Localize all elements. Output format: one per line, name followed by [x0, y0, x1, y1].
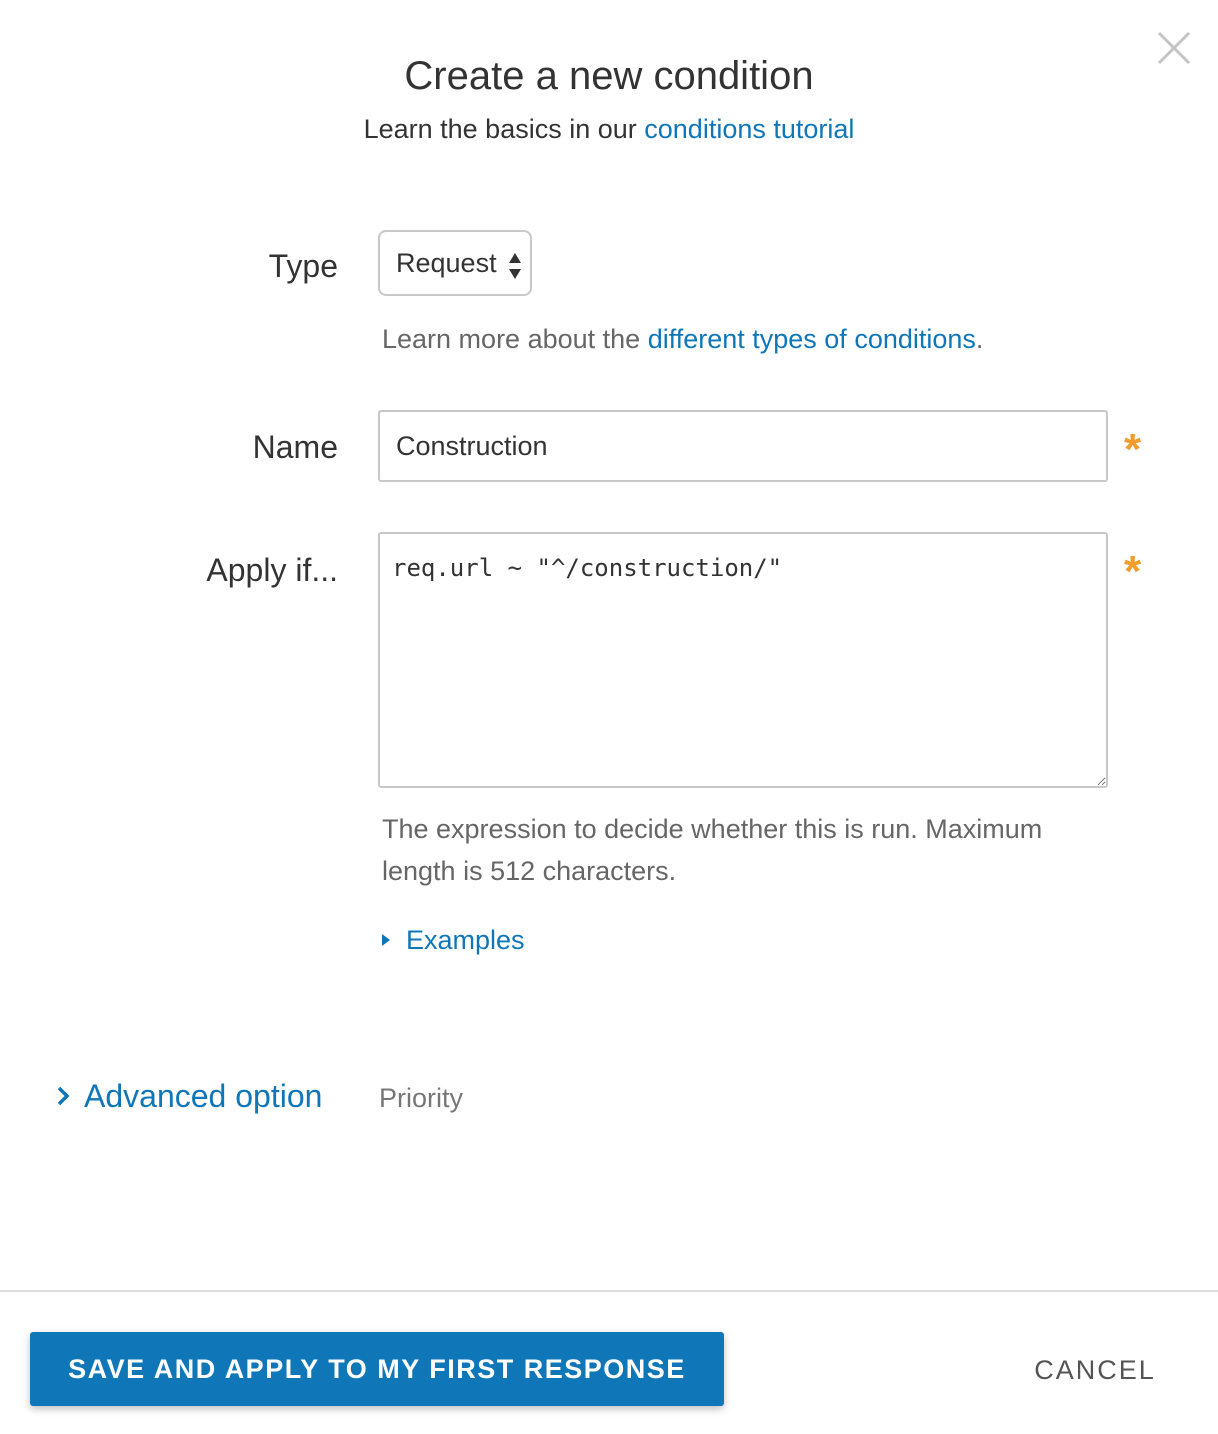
type-select-value: Request: [396, 247, 497, 278]
apply-if-label: Apply if...: [206, 552, 338, 588]
name-label: Name: [252, 429, 338, 465]
caret-right-icon: [380, 932, 392, 948]
type-label: Type: [268, 248, 338, 284]
apply-if-textarea[interactable]: [378, 532, 1108, 788]
type-select[interactable]: [378, 230, 532, 296]
apply-if-required-mark: *: [1124, 547, 1142, 596]
conditions-tutorial-link[interactable]: conditions tutorial: [644, 114, 855, 144]
type-help-prefix: Learn more about the: [382, 324, 648, 354]
examples-label: Examples: [406, 925, 525, 955]
apply-if-help-text: The expression to decide whether this is run. Maximum length is 512 characters.: [382, 814, 1043, 886]
type-help-text: [382, 318, 983, 360]
save-and-apply-button[interactable]: SAVE AND APPLY TO MY FIRST RESPONSE: [30, 1332, 724, 1406]
subtitle-text: Learn the basics in our: [363, 114, 645, 144]
type-help-suffix: .: [975, 324, 984, 354]
chevron-right-icon: [54, 1085, 72, 1107]
updown-arrows-icon: [508, 252, 522, 280]
advanced-summary: Priority: [379, 1083, 464, 1113]
advanced-option-label: Advanced option: [84, 1078, 323, 1114]
dialog-title: Create a new condition: [404, 54, 814, 98]
advanced-option-toggle[interactable]: [54, 1074, 322, 1118]
cancel-button[interactable]: CANCEL: [1010, 1348, 1180, 1392]
footer-divider: [0, 1290, 1218, 1292]
name-required-mark: *: [1124, 425, 1142, 474]
examples-toggle[interactable]: [380, 922, 525, 958]
condition-types-link[interactable]: different types of conditions: [647, 324, 976, 354]
name-input[interactable]: [378, 410, 1108, 482]
dialog-subtitle: [0, 112, 1218, 146]
